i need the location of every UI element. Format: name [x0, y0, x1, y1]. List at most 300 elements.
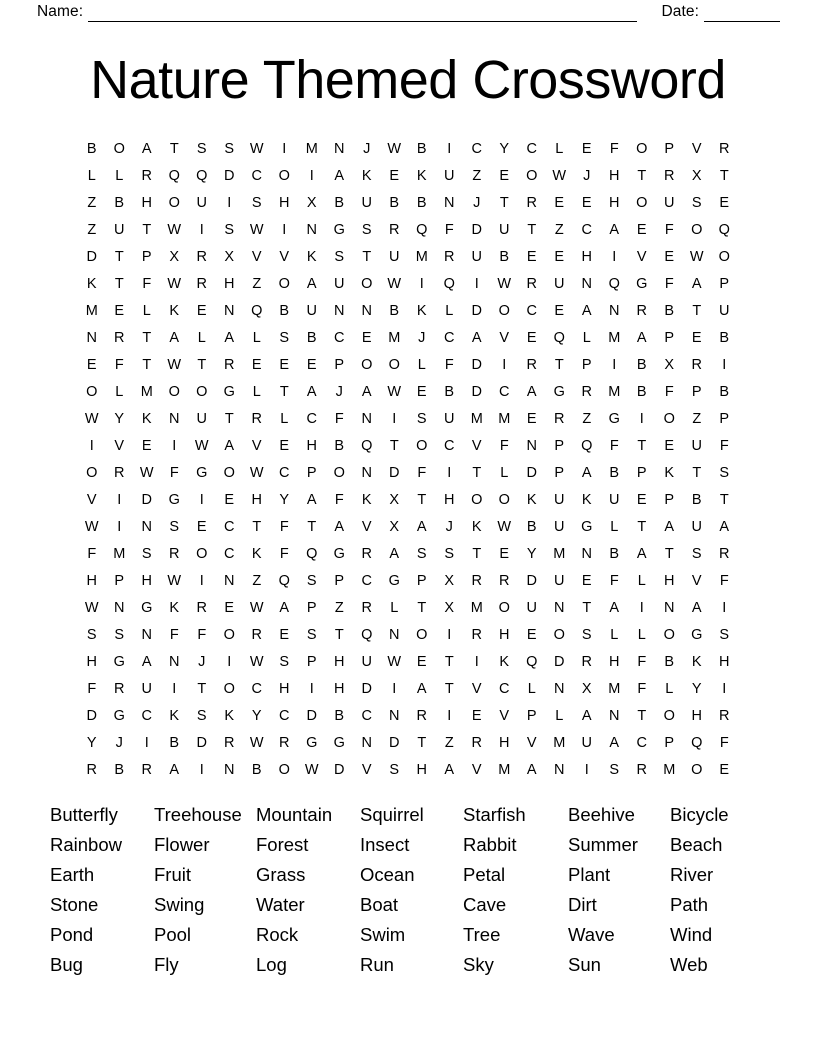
- grid-cell[interactable]: O: [86, 465, 98, 481]
- grid-cell[interactable]: A: [609, 222, 620, 238]
- grid-cell[interactable]: S: [224, 141, 235, 157]
- grid-cell[interactable]: A: [609, 735, 620, 751]
- word-list-item[interactable]: Stone: [50, 894, 99, 915]
- grid-cell[interactable]: C: [499, 384, 510, 400]
- grid-cell[interactable]: E: [141, 438, 152, 454]
- grid-cell[interactable]: A: [581, 303, 592, 319]
- grid-cell[interactable]: R: [224, 735, 235, 751]
- grid-cell[interactable]: E: [416, 384, 427, 400]
- grid-cell[interactable]: P: [664, 330, 675, 346]
- grid-cell[interactable]: I: [227, 195, 232, 211]
- grid-cell[interactable]: N: [361, 411, 372, 427]
- grid-cell[interactable]: R: [719, 141, 730, 157]
- grid-cell[interactable]: R: [471, 627, 482, 643]
- grid-cell[interactable]: J: [473, 195, 481, 211]
- grid-cell[interactable]: M: [140, 384, 153, 400]
- grid-cell[interactable]: T: [637, 708, 647, 724]
- grid-cell[interactable]: S: [361, 222, 372, 238]
- grid-cell[interactable]: H: [251, 492, 262, 508]
- grid-cell[interactable]: C: [444, 330, 455, 346]
- grid-cell[interactable]: T: [142, 222, 152, 238]
- grid-cell[interactable]: S: [719, 465, 730, 481]
- grid-cell[interactable]: U: [444, 411, 455, 427]
- grid-cell[interactable]: R: [169, 546, 180, 562]
- grid-cell[interactable]: B: [86, 141, 97, 157]
- grid-cell[interactable]: Y: [251, 708, 262, 724]
- grid-cell[interactable]: F: [444, 357, 454, 373]
- grid-cell[interactable]: P: [554, 465, 565, 481]
- word-list-item[interactable]: Insect: [360, 834, 410, 855]
- grid-cell[interactable]: W: [167, 222, 182, 238]
- grid-cell[interactable]: S: [581, 627, 592, 643]
- grid-cell[interactable]: T: [472, 546, 482, 562]
- grid-cell[interactable]: A: [334, 519, 345, 535]
- grid-cell[interactable]: P: [581, 357, 592, 373]
- grid-cell[interactable]: D: [141, 492, 152, 508]
- grid-cell[interactable]: F: [334, 492, 344, 508]
- grid-cell[interactable]: U: [361, 195, 372, 211]
- grid-cell[interactable]: K: [169, 303, 180, 319]
- grid-cell[interactable]: T: [114, 276, 124, 292]
- grid-cell[interactable]: A: [141, 654, 152, 670]
- grid-cell[interactable]: C: [499, 681, 510, 697]
- grid-cell[interactable]: B: [389, 303, 400, 319]
- grid-cell[interactable]: R: [196, 249, 207, 265]
- grid-cell[interactable]: H: [416, 762, 427, 778]
- word-list-item[interactable]: Bicycle: [670, 804, 729, 825]
- grid-cell[interactable]: E: [86, 357, 97, 373]
- grid-cell[interactable]: V: [471, 681, 482, 697]
- grid-cell[interactable]: U: [196, 195, 207, 211]
- word-list-item[interactable]: Dirt: [568, 894, 597, 915]
- grid-cell[interactable]: M: [305, 141, 318, 157]
- grid-cell[interactable]: P: [636, 465, 647, 481]
- grid-cell[interactable]: F: [417, 465, 427, 481]
- grid-cell[interactable]: S: [251, 195, 262, 211]
- grid-cell[interactable]: R: [279, 735, 290, 751]
- grid-cell[interactable]: B: [609, 465, 620, 481]
- grid-cell[interactable]: H: [86, 573, 97, 589]
- grid-cell[interactable]: S: [691, 546, 702, 562]
- grid-cell[interactable]: P: [334, 357, 345, 373]
- grid-cell[interactable]: U: [114, 222, 125, 238]
- grid-cell[interactable]: S: [444, 546, 455, 562]
- grid-cell[interactable]: N: [609, 708, 620, 724]
- grid-cell[interactable]: V: [114, 438, 125, 454]
- grid-cell[interactable]: U: [361, 654, 372, 670]
- grid-cell[interactable]: E: [636, 222, 647, 238]
- grid-cell[interactable]: A: [444, 762, 455, 778]
- grid-cell[interactable]: R: [251, 411, 262, 427]
- grid-cell[interactable]: U: [471, 249, 482, 265]
- grid-cell[interactable]: B: [169, 735, 180, 751]
- grid-cell[interactable]: E: [224, 492, 235, 508]
- grid-cell[interactable]: F: [279, 519, 289, 535]
- grid-cell[interactable]: W: [167, 573, 182, 589]
- grid-cell[interactable]: E: [691, 330, 702, 346]
- grid-cell[interactable]: U: [141, 681, 152, 697]
- grid-cell[interactable]: B: [636, 384, 647, 400]
- grid-cell[interactable]: O: [498, 600, 510, 616]
- grid-cell[interactable]: C: [334, 330, 345, 346]
- grid-cell[interactable]: G: [333, 735, 345, 751]
- grid-cell[interactable]: B: [499, 249, 510, 265]
- grid-cell[interactable]: I: [199, 573, 204, 589]
- grid-cell[interactable]: G: [168, 492, 180, 508]
- grid-cell[interactable]: X: [581, 681, 592, 697]
- grid-cell[interactable]: H: [334, 681, 345, 697]
- grid-cell[interactable]: B: [416, 195, 427, 211]
- grid-cell[interactable]: S: [306, 627, 317, 643]
- grid-cell[interactable]: I: [282, 141, 287, 157]
- grid-cell[interactable]: S: [279, 654, 290, 670]
- grid-cell[interactable]: E: [251, 357, 262, 373]
- grid-cell[interactable]: F: [637, 681, 647, 697]
- word-list-item[interactable]: Rabbit: [463, 834, 517, 855]
- grid-cell[interactable]: L: [527, 681, 536, 697]
- grid-cell[interactable]: N: [389, 627, 400, 643]
- grid-cell[interactable]: I: [447, 627, 452, 643]
- grid-cell[interactable]: D: [306, 708, 317, 724]
- grid-cell[interactable]: N: [334, 303, 345, 319]
- grid-cell[interactable]: R: [141, 168, 152, 184]
- word-list-item[interactable]: Water: [256, 894, 305, 915]
- grid-cell[interactable]: E: [526, 330, 537, 346]
- word-list-item[interactable]: Pond: [50, 924, 94, 945]
- grid-cell[interactable]: A: [389, 546, 400, 562]
- grid-cell[interactable]: I: [447, 708, 452, 724]
- grid-cell[interactable]: U: [691, 519, 702, 535]
- grid-cell[interactable]: O: [168, 195, 180, 211]
- grid-cell[interactable]: H: [141, 195, 152, 211]
- word-list-item[interactable]: Rainbow: [50, 834, 122, 855]
- grid-cell[interactable]: A: [636, 330, 647, 346]
- grid-cell[interactable]: J: [198, 654, 206, 670]
- grid-cell[interactable]: F: [664, 384, 674, 400]
- grid-cell[interactable]: E: [499, 546, 510, 562]
- grid-cell[interactable]: T: [417, 735, 427, 751]
- grid-cell[interactable]: Z: [87, 222, 97, 238]
- grid-cell[interactable]: B: [664, 654, 675, 670]
- grid-cell[interactable]: Q: [718, 222, 730, 238]
- grid-cell[interactable]: K: [416, 168, 427, 184]
- grid-cell[interactable]: H: [279, 195, 290, 211]
- grid-cell[interactable]: W: [387, 384, 402, 400]
- grid-cell[interactable]: B: [389, 195, 400, 211]
- grid-cell[interactable]: S: [609, 762, 620, 778]
- grid-cell[interactable]: F: [334, 411, 344, 427]
- grid-cell[interactable]: F: [609, 573, 619, 589]
- grid-cell[interactable]: O: [223, 465, 235, 481]
- grid-cell[interactable]: C: [141, 708, 152, 724]
- grid-cell[interactable]: K: [361, 168, 372, 184]
- grid-cell[interactable]: O: [636, 141, 648, 157]
- grid-cell[interactable]: L: [87, 168, 96, 184]
- grid-cell[interactable]: I: [612, 357, 617, 373]
- grid-cell[interactable]: V: [691, 573, 702, 589]
- grid-cell[interactable]: U: [196, 411, 207, 427]
- word-list-item[interactable]: Treehouse: [154, 804, 242, 825]
- grid-cell[interactable]: A: [169, 762, 180, 778]
- date-write-line[interactable]: [704, 7, 780, 22]
- grid-cell[interactable]: O: [691, 762, 703, 778]
- grid-cell[interactable]: I: [447, 141, 452, 157]
- grid-cell[interactable]: P: [526, 708, 537, 724]
- grid-cell[interactable]: T: [582, 600, 592, 616]
- grid-cell[interactable]: L: [115, 168, 124, 184]
- grid-cell[interactable]: G: [553, 384, 565, 400]
- grid-cell[interactable]: T: [197, 681, 207, 697]
- grid-cell[interactable]: A: [416, 681, 427, 697]
- grid-cell[interactable]: L: [555, 141, 564, 157]
- grid-cell[interactable]: V: [499, 330, 510, 346]
- grid-cell[interactable]: C: [279, 708, 290, 724]
- grid-cell[interactable]: O: [361, 357, 373, 373]
- word-list-item[interactable]: Summer: [568, 834, 638, 855]
- grid-cell[interactable]: T: [637, 438, 647, 454]
- grid-cell[interactable]: Z: [252, 573, 262, 589]
- grid-cell[interactable]: C: [526, 303, 537, 319]
- grid-cell[interactable]: V: [251, 249, 262, 265]
- grid-cell[interactable]: I: [144, 735, 149, 751]
- grid-cell[interactable]: C: [471, 141, 482, 157]
- grid-cell[interactable]: A: [361, 384, 372, 400]
- grid-cell[interactable]: F: [87, 681, 97, 697]
- grid-cell[interactable]: F: [169, 465, 179, 481]
- grid-cell[interactable]: I: [722, 681, 727, 697]
- grid-cell[interactable]: I: [419, 276, 424, 292]
- grid-cell[interactable]: I: [474, 276, 479, 292]
- grid-cell[interactable]: O: [278, 276, 290, 292]
- grid-cell[interactable]: M: [608, 384, 621, 400]
- grid-cell[interactable]: D: [224, 168, 235, 184]
- grid-cell[interactable]: R: [86, 762, 97, 778]
- grid-cell[interactable]: N: [141, 627, 152, 643]
- grid-cell[interactable]: Y: [86, 735, 97, 751]
- grid-cell[interactable]: N: [169, 411, 180, 427]
- word-list-item[interactable]: Swing: [154, 894, 205, 915]
- grid-cell[interactable]: F: [719, 735, 729, 751]
- grid-cell[interactable]: D: [86, 708, 97, 724]
- grid-cell[interactable]: D: [471, 222, 482, 238]
- grid-cell[interactable]: W: [139, 465, 154, 481]
- grid-cell[interactable]: R: [554, 411, 565, 427]
- word-list-item[interactable]: Wave: [568, 924, 615, 945]
- grid-cell[interactable]: V: [361, 519, 372, 535]
- grid-cell[interactable]: P: [416, 573, 427, 589]
- grid-cell[interactable]: M: [498, 411, 511, 427]
- grid-cell[interactable]: I: [89, 438, 94, 454]
- name-write-line[interactable]: [88, 7, 637, 22]
- grid-cell[interactable]: G: [333, 546, 345, 562]
- grid-cell[interactable]: U: [719, 303, 730, 319]
- grid-cell[interactable]: L: [197, 330, 206, 346]
- grid-cell[interactable]: O: [333, 465, 345, 481]
- grid-cell[interactable]: Y: [279, 492, 290, 508]
- grid-cell[interactable]: N: [224, 303, 235, 319]
- word-list-item[interactable]: Run: [360, 954, 394, 975]
- grid-cell[interactable]: V: [636, 249, 647, 265]
- grid-cell[interactable]: S: [114, 627, 125, 643]
- grid-cell[interactable]: H: [141, 573, 152, 589]
- grid-cell[interactable]: O: [223, 627, 235, 643]
- grid-cell[interactable]: Q: [608, 276, 620, 292]
- grid-cell[interactable]: S: [416, 546, 427, 562]
- grid-cell[interactable]: M: [498, 762, 511, 778]
- grid-cell[interactable]: J: [363, 141, 371, 157]
- word-list-item[interactable]: Petal: [463, 864, 506, 885]
- grid-cell[interactable]: L: [500, 465, 509, 481]
- grid-cell[interactable]: L: [637, 573, 646, 589]
- grid-cell[interactable]: V: [526, 735, 537, 751]
- grid-cell[interactable]: M: [608, 681, 621, 697]
- grid-cell[interactable]: E: [196, 303, 207, 319]
- grid-cell[interactable]: X: [224, 249, 235, 265]
- grid-cell[interactable]: N: [444, 195, 455, 211]
- grid-cell[interactable]: T: [142, 330, 152, 346]
- grid-cell[interactable]: T: [224, 411, 234, 427]
- grid-cell[interactable]: I: [117, 492, 122, 508]
- grid-cell[interactable]: N: [306, 222, 317, 238]
- grid-cell[interactable]: O: [416, 438, 428, 454]
- grid-cell[interactable]: K: [306, 249, 317, 265]
- grid-cell[interactable]: F: [114, 357, 124, 373]
- grid-cell[interactable]: A: [224, 438, 235, 454]
- grid-cell[interactable]: U: [389, 249, 400, 265]
- grid-cell[interactable]: Y: [526, 546, 537, 562]
- grid-cell[interactable]: H: [691, 708, 702, 724]
- grid-cell[interactable]: T: [417, 492, 427, 508]
- grid-cell[interactable]: S: [196, 141, 207, 157]
- grid-cell[interactable]: H: [499, 735, 510, 751]
- grid-cell[interactable]: N: [554, 762, 565, 778]
- grid-cell[interactable]: K: [141, 411, 152, 427]
- grid-cell[interactable]: L: [610, 519, 619, 535]
- grid-cell[interactable]: N: [361, 735, 372, 751]
- word-list-item[interactable]: Log: [256, 954, 287, 975]
- grid-cell[interactable]: R: [196, 600, 207, 616]
- grid-cell[interactable]: T: [719, 492, 729, 508]
- grid-cell[interactable]: E: [581, 573, 592, 589]
- grid-cell[interactable]: A: [691, 276, 702, 292]
- grid-cell[interactable]: A: [334, 168, 345, 184]
- grid-cell[interactable]: E: [581, 195, 592, 211]
- grid-cell[interactable]: C: [224, 519, 235, 535]
- grid-cell[interactable]: F: [499, 438, 509, 454]
- grid-cell[interactable]: Q: [361, 627, 373, 643]
- grid-cell[interactable]: V: [86, 492, 97, 508]
- grid-cell[interactable]: B: [416, 141, 427, 157]
- grid-cell[interactable]: F: [142, 276, 152, 292]
- grid-cell[interactable]: Q: [251, 303, 263, 319]
- grid-cell[interactable]: W: [84, 519, 99, 535]
- grid-cell[interactable]: P: [334, 573, 345, 589]
- grid-cell[interactable]: N: [554, 600, 565, 616]
- grid-cell[interactable]: C: [361, 708, 372, 724]
- grid-cell[interactable]: I: [722, 357, 727, 373]
- grid-cell[interactable]: F: [664, 276, 674, 292]
- grid-cell[interactable]: O: [223, 681, 235, 697]
- grid-cell[interactable]: G: [608, 411, 620, 427]
- grid-cell[interactable]: R: [471, 573, 482, 589]
- grid-cell[interactable]: G: [113, 654, 125, 670]
- grid-cell[interactable]: Z: [334, 600, 344, 616]
- grid-cell[interactable]: U: [691, 438, 702, 454]
- grid-cell[interactable]: T: [499, 195, 509, 211]
- grid-cell[interactable]: I: [639, 411, 644, 427]
- word-list-item[interactable]: Fly: [154, 954, 179, 975]
- grid-cell[interactable]: T: [279, 384, 289, 400]
- grid-cell[interactable]: R: [636, 303, 647, 319]
- grid-cell[interactable]: X: [444, 573, 455, 589]
- grid-cell[interactable]: W: [387, 276, 402, 292]
- grid-cell[interactable]: Y: [691, 681, 702, 697]
- grid-cell[interactable]: W: [249, 222, 264, 238]
- grid-cell[interactable]: O: [168, 384, 180, 400]
- grid-cell[interactable]: K: [251, 546, 262, 562]
- grid-cell[interactable]: M: [553, 735, 566, 751]
- word-list-item[interactable]: Forest: [256, 834, 309, 855]
- grid-cell[interactable]: R: [141, 762, 152, 778]
- grid-cell[interactable]: I: [172, 438, 177, 454]
- grid-cell[interactable]: G: [388, 573, 400, 589]
- grid-cell[interactable]: R: [719, 546, 730, 562]
- word-list-item[interactable]: River: [670, 864, 714, 885]
- grid-cell[interactable]: E: [636, 492, 647, 508]
- grid-cell[interactable]: F: [197, 627, 207, 643]
- grid-cell[interactable]: A: [224, 330, 235, 346]
- grid-cell[interactable]: P: [719, 276, 730, 292]
- grid-cell[interactable]: L: [555, 708, 564, 724]
- grid-cell[interactable]: B: [306, 330, 317, 346]
- grid-cell[interactable]: A: [141, 141, 152, 157]
- grid-cell[interactable]: R: [471, 735, 482, 751]
- grid-cell[interactable]: M: [470, 600, 483, 616]
- grid-cell[interactable]: R: [499, 573, 510, 589]
- grid-cell[interactable]: V: [691, 141, 702, 157]
- grid-cell[interactable]: Z: [554, 222, 564, 238]
- grid-cell[interactable]: Q: [168, 168, 180, 184]
- grid-cell[interactable]: G: [333, 222, 345, 238]
- grid-cell[interactable]: A: [526, 762, 537, 778]
- grid-cell[interactable]: C: [526, 141, 537, 157]
- grid-cell[interactable]: O: [691, 222, 703, 238]
- grid-cell[interactable]: C: [444, 438, 455, 454]
- grid-cell[interactable]: S: [86, 627, 97, 643]
- grid-cell[interactable]: N: [361, 303, 372, 319]
- grid-cell[interactable]: X: [691, 168, 702, 184]
- grid-cell[interactable]: E: [526, 411, 537, 427]
- grid-cell[interactable]: U: [554, 276, 565, 292]
- grid-cell[interactable]: L: [637, 627, 646, 643]
- grid-cell[interactable]: R: [526, 357, 537, 373]
- grid-cell[interactable]: N: [334, 141, 345, 157]
- grid-cell[interactable]: W: [249, 735, 264, 751]
- grid-cell[interactable]: E: [279, 627, 290, 643]
- grid-cell[interactable]: D: [361, 681, 372, 697]
- grid-cell[interactable]: S: [416, 411, 427, 427]
- grid-cell[interactable]: L: [665, 681, 674, 697]
- grid-cell[interactable]: H: [499, 627, 510, 643]
- grid-cell[interactable]: M: [663, 762, 676, 778]
- grid-cell[interactable]: P: [554, 438, 565, 454]
- word-list-item[interactable]: Beehive: [568, 804, 635, 825]
- grid-cell[interactable]: R: [444, 249, 455, 265]
- grid-cell[interactable]: Z: [444, 735, 454, 751]
- grid-cell[interactable]: D: [471, 357, 482, 373]
- word-list-item[interactable]: Web: [670, 954, 708, 975]
- grid-cell[interactable]: N: [169, 654, 180, 670]
